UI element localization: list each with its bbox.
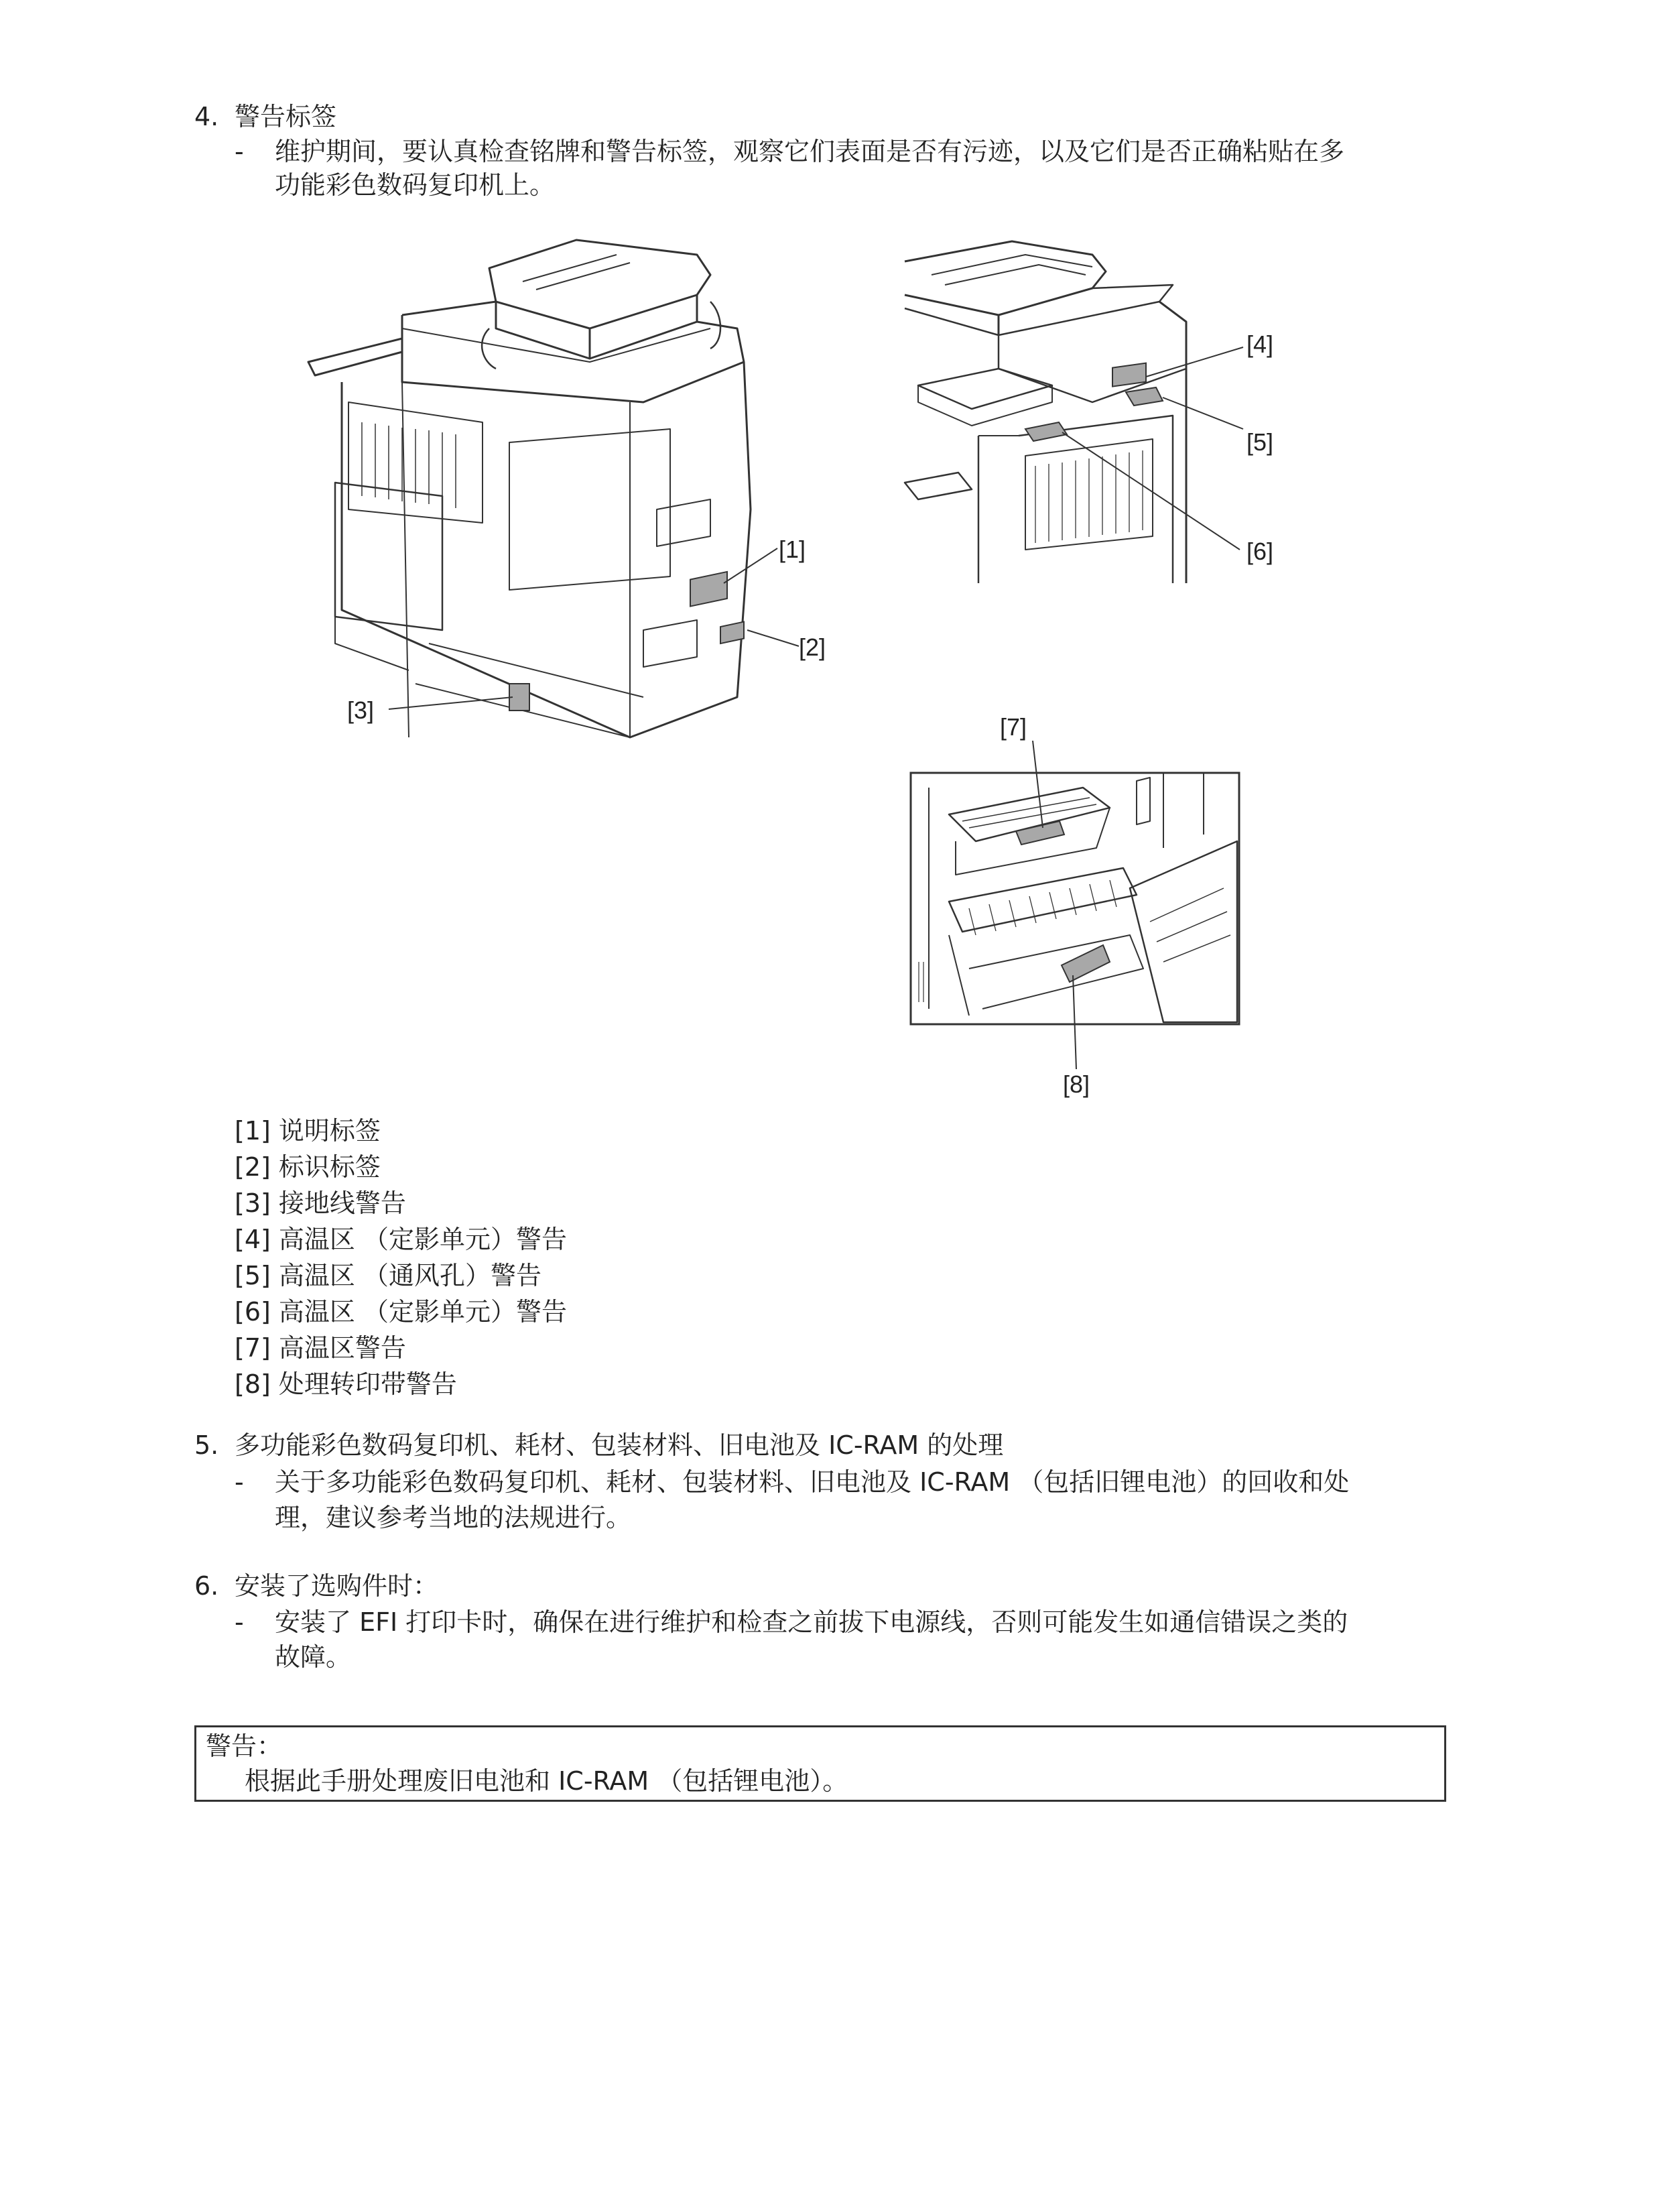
adf-top-2 <box>905 241 1106 315</box>
section4-title: 警告标签 <box>235 102 337 131</box>
output-tray <box>905 473 972 499</box>
legend-label: 说明标签 <box>278 1116 381 1146</box>
callout-4: [4] <box>1246 330 1274 358</box>
legend-ref: [8] <box>235 1369 271 1399</box>
legend-ref: [6] <box>235 1297 271 1327</box>
legend-item-7 <box>235 1330 406 1366</box>
adf-top <box>489 240 710 328</box>
legend-item-5 <box>235 1257 541 1294</box>
legend-item-6 <box>235 1294 567 1330</box>
label-6-marker <box>1025 422 1067 441</box>
section4-bullet: - <box>235 137 244 166</box>
interior-frame <box>911 773 1239 1024</box>
legend-label: 高温区警告 <box>278 1333 406 1363</box>
legend-item-1 <box>235 1113 381 1149</box>
warning-title: 警告： <box>206 1731 283 1761</box>
callout-1: [1] <box>779 536 806 563</box>
legend-item-2 <box>235 1149 381 1185</box>
legend-ref: [1] <box>235 1116 271 1146</box>
section5-text-line1: 关于多功能彩色数码复印机、耗材、包装材料、旧电池及 IC-RAM （包括旧锂电池）的回收和处 <box>275 1467 1350 1497</box>
section5-title: 多功能彩色数码复印机、耗材、包装材料、旧电池及 IC-RAM 的处理 <box>235 1430 1004 1460</box>
section4-text-line1: 维护期间，要认真检查铭牌和警告标签，观察它们表面是否有污迹，以及它们是否正确粘贴在多 <box>275 137 1345 166</box>
legend-item-3 <box>235 1185 406 1221</box>
control-panel <box>918 369 1052 409</box>
legend-item-8 <box>235 1366 457 1402</box>
section6-text-line2: 故障。 <box>275 1642 352 1672</box>
scanner-body <box>402 302 744 402</box>
legend-ref: [4] <box>235 1225 271 1254</box>
legend-ref: [5] <box>235 1261 271 1290</box>
side-tray <box>308 339 402 375</box>
legend-ref: [7] <box>235 1333 271 1363</box>
callout-7: [7] <box>1000 713 1027 741</box>
section6-number: 6. <box>194 1571 219 1601</box>
callout-8: [8] <box>1063 1070 1090 1098</box>
callout-6: [6] <box>1246 538 1274 565</box>
callout-2: [2] <box>799 633 826 661</box>
legend-label: 高温区 （定影单元）警告 <box>278 1297 568 1327</box>
section6-title: 安装了选购件时： <box>235 1571 439 1601</box>
section6-bullet: - <box>235 1607 244 1637</box>
label-1-marker <box>690 572 727 607</box>
rear-panel <box>509 429 670 590</box>
section5-bullet: - <box>235 1467 244 1497</box>
legend-label: 高温区 （定影单元）警告 <box>278 1225 568 1254</box>
warning-text: 根据此手册处理废旧电池和 IC-RAM （包括锂电池）。 <box>245 1766 848 1796</box>
section4-number: 4. <box>194 102 219 131</box>
label-4-marker <box>1112 363 1146 387</box>
label-5-marker <box>1126 387 1163 406</box>
legend-label: 接地线警告 <box>278 1188 406 1218</box>
copier-interior-figure <box>909 741 1271 1103</box>
section4-text-line2: 功能彩色数码复印机上。 <box>275 170 556 200</box>
legend-label: 处理转印带警告 <box>278 1369 457 1399</box>
legend-item-4 <box>235 1221 567 1257</box>
section5-number: 5. <box>194 1430 219 1460</box>
copier-front-view-figure <box>891 235 1267 590</box>
callout-3: [3] <box>347 696 375 724</box>
legend-ref: [2] <box>235 1152 271 1182</box>
warning-box <box>194 1725 1446 1802</box>
legend-label: 高温区 （通风孔）警告 <box>278 1261 542 1290</box>
legend-ref: [3] <box>235 1188 271 1218</box>
section6-text-line1: 安装了 EFI 打印卡时，确保在进行维护和检查之前拔下电源线，否则可能发生如通信错误之类的 <box>275 1607 1348 1637</box>
callout-5: [5] <box>1246 428 1274 456</box>
section5-text-line2: 理，建议参考当地的法规进行。 <box>275 1503 632 1532</box>
legend-label: 标识标签 <box>278 1152 381 1182</box>
side-cover <box>335 483 442 630</box>
copier-rear-view-figure <box>295 228 858 744</box>
